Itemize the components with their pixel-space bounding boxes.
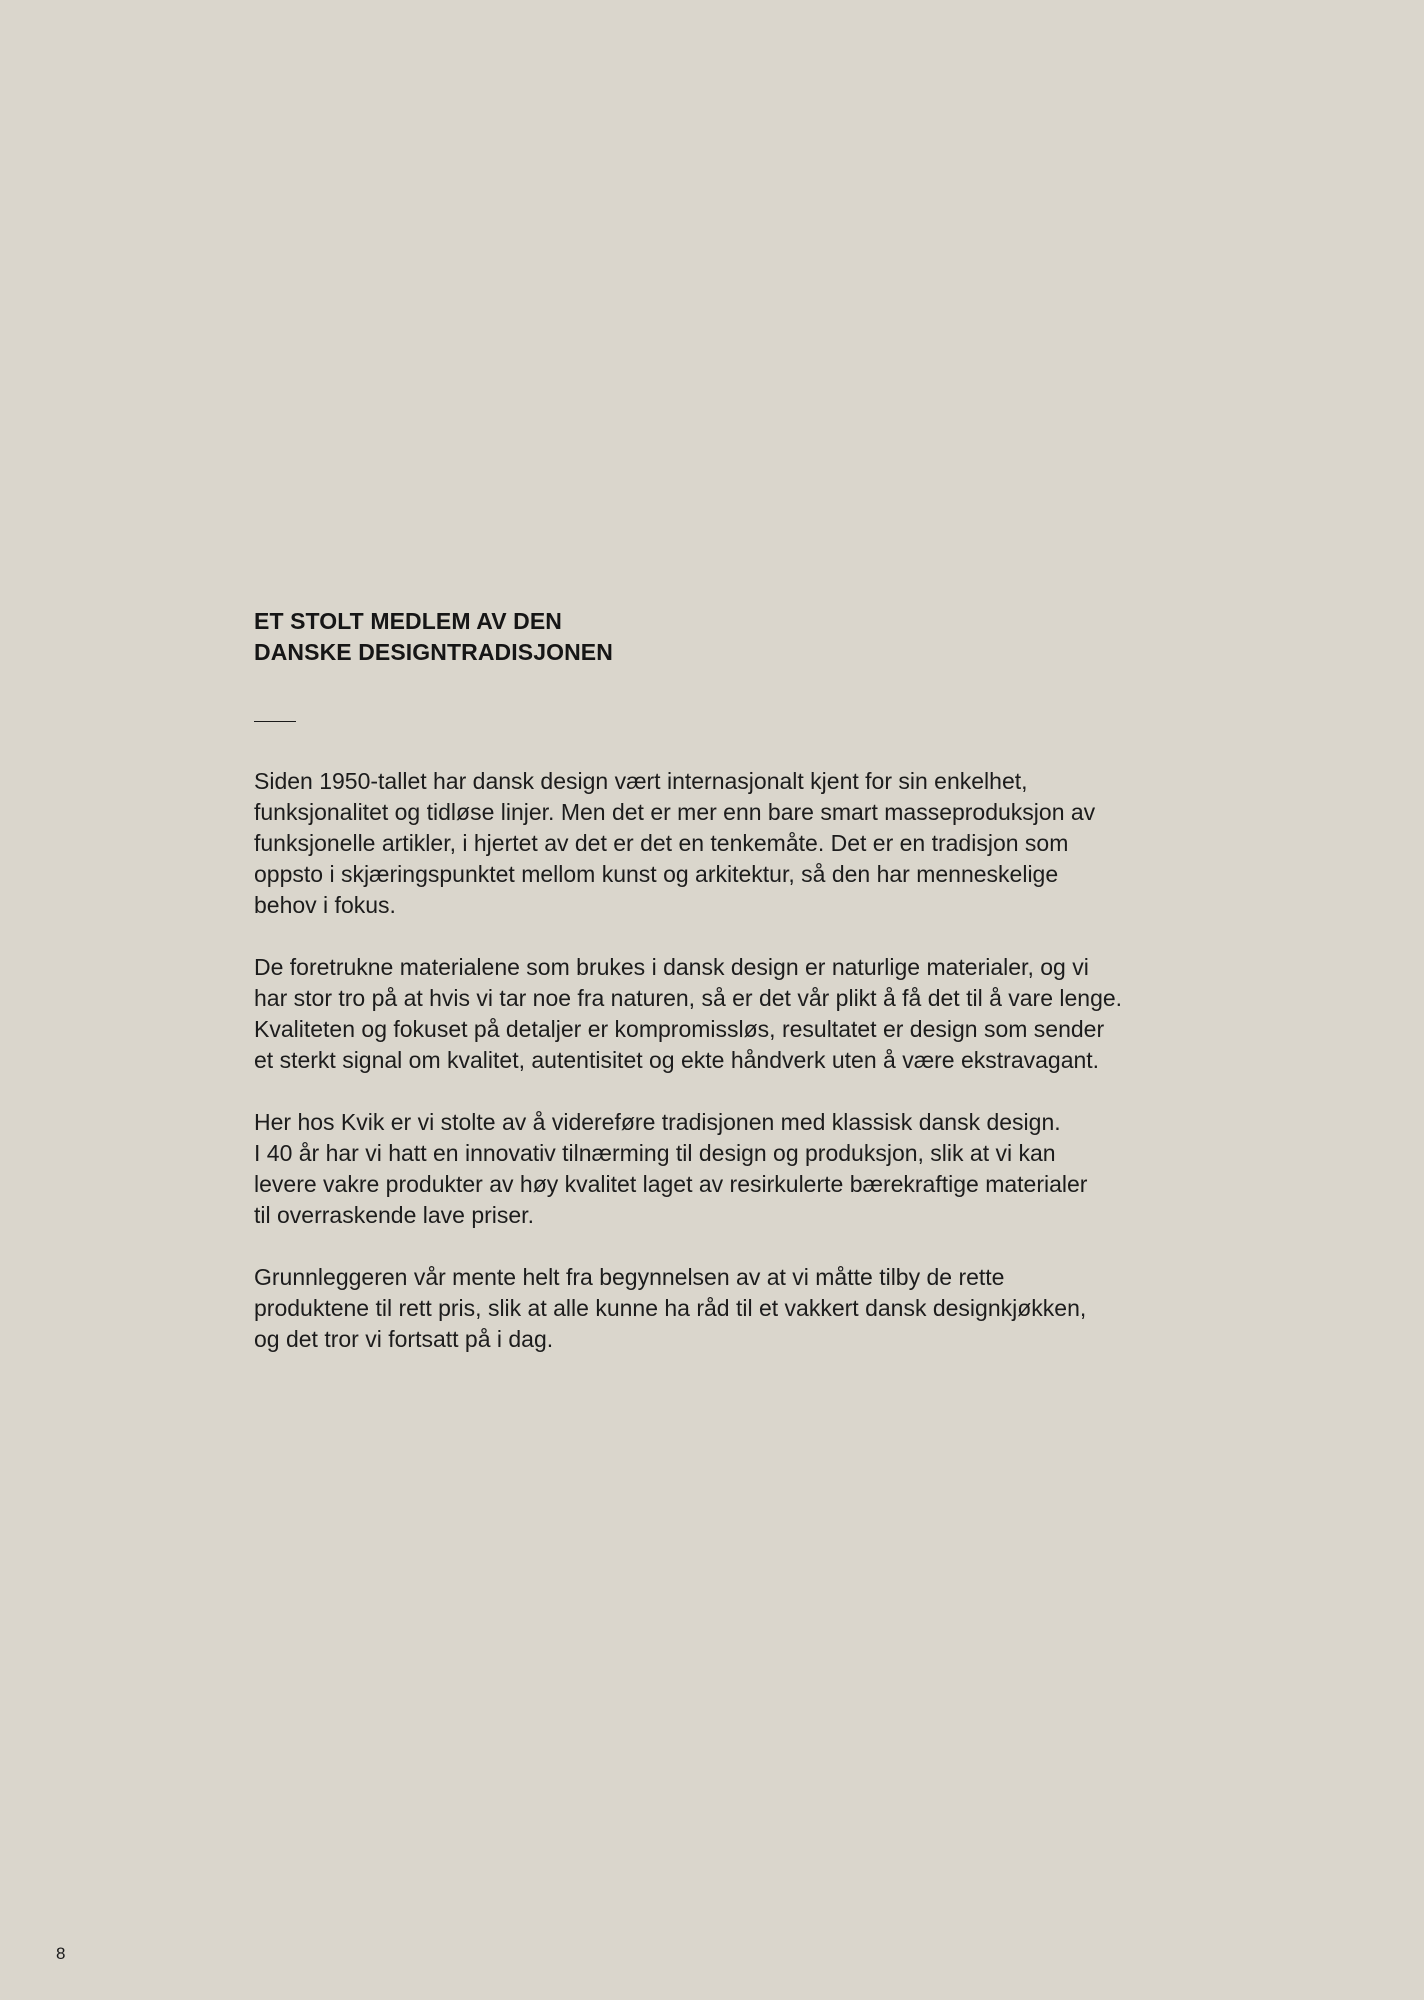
text-line: funksjonalitet og tidløse linjer. Men det er mer enn bare smart masseproduksjon av: [254, 799, 1096, 825]
text-line: Kvaliteten og fokuset på detaljer er kompromissløs, resultatet er design som sender: [254, 1016, 1105, 1042]
text-line: Her hos Kvik er vi stolte av å videreføre tradisjonen med klassisk dansk design.: [254, 1109, 1061, 1135]
heading-line: DANSKE DESIGNTRADISJONEN: [254, 639, 613, 665]
text-line: oppsto i skjæringspunktet mellom kunst og arkitektur, så den har menneskelige: [254, 861, 1059, 887]
body-paragraph-3: [254, 1107, 1254, 1231]
text-line: Grunnleggeren vår mente helt fra begynnelsen av at vi måtte tilby de rette: [254, 1264, 1005, 1290]
text-line: et sterkt signal om kvalitet, autentisitet og ekte håndverk uten å være ekstravagant.: [254, 1047, 1100, 1073]
article: [254, 606, 1254, 1386]
heading-line: ET STOLT MEDLEM AV DEN: [254, 608, 563, 634]
article-heading: [254, 606, 1254, 668]
body-paragraph-1: [254, 766, 1254, 921]
text-line: til overraskende lave priser.: [254, 1202, 534, 1228]
text-line: Siden 1950-tallet har dansk design vært internasjonalt kjent for sin enkelhet,: [254, 768, 1028, 794]
heading-divider: [254, 721, 296, 722]
text-line: funksjonelle artikler, i hjertet av det er det en tenkemåte. Det er en tradisjon som: [254, 830, 1069, 856]
text-line: levere vakre produkter av høy kvalitet laget av resirkulerte bærekraftige materialer: [254, 1171, 1088, 1197]
text-line: produktene til rett pris, slik at alle kunne ha råd til et vakkert dansk designkjøkken,: [254, 1295, 1087, 1321]
text-line: har stor tro på at hvis vi tar noe fra naturen, så er det vår plikt å få det til å vare lenge.: [254, 985, 1123, 1011]
article-body: [254, 766, 1254, 1355]
text-line: og det tror vi fortsatt på i dag.: [254, 1326, 554, 1352]
page-number: 8: [56, 1944, 66, 1963]
body-paragraph-4: [254, 1262, 1254, 1355]
text-line: behov i fokus.: [254, 892, 396, 918]
text-line: I 40 år har vi hatt en innovativ tilnærming til design og produksjon, slik at vi kan: [254, 1140, 1056, 1166]
text-line: De foretrukne materialene som brukes i dansk design er naturlige materialer, og vi: [254, 954, 1089, 980]
body-paragraph-2: [254, 952, 1254, 1076]
